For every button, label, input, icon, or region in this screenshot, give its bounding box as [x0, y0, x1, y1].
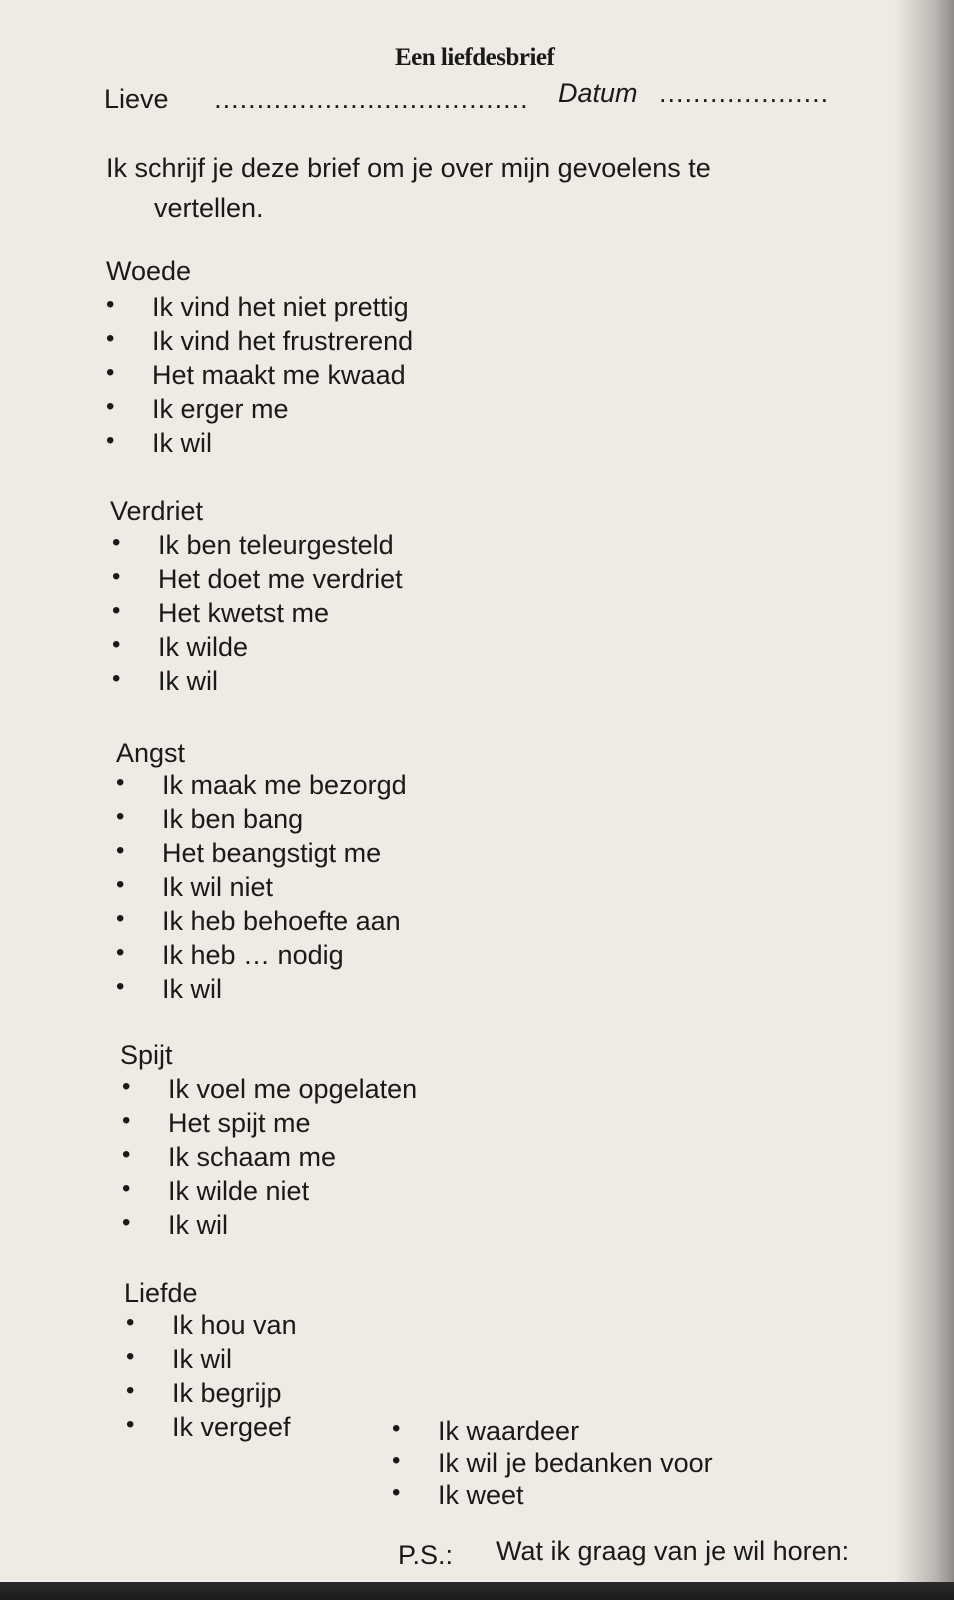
bullet-icon: •: [106, 427, 115, 454]
bullet-icon: •: [106, 393, 115, 420]
bullet-icon: •: [392, 1479, 401, 1506]
ps-text: Wat ik graag van je wil horen:: [496, 1536, 850, 1566]
bullet-icon: •: [112, 563, 121, 590]
bullet-icon: •: [116, 973, 125, 1000]
date-line: [558, 78, 829, 109]
bullet-icon: •: [122, 1073, 131, 1100]
bullet-icon: •: [122, 1107, 131, 1134]
bullet-icon: •: [116, 769, 125, 796]
bullet-icon: •: [112, 665, 121, 692]
bullet-icon: •: [106, 325, 115, 352]
bullet-icon: •: [112, 597, 121, 624]
bullet-icon: •: [116, 905, 125, 932]
section-title-spijt: Spijt: [120, 1040, 173, 1070]
greeting-label: Lieve: [104, 84, 169, 114]
bullet-icon: •: [126, 1411, 135, 1438]
page-edge-shadow: [894, 0, 954, 1600]
intro-line-1: Ik schrijf je deze brief om je over mijn gevoelens te: [106, 153, 711, 183]
bullet-icon: •: [122, 1209, 131, 1236]
bullet-icon: •: [122, 1141, 131, 1168]
section-title-liefde: Liefde: [124, 1278, 198, 1308]
bullet-icon: •: [116, 837, 125, 864]
section-title-verdriet: Verdriet: [110, 496, 204, 526]
bullet-icon: •: [126, 1377, 135, 1404]
page-title: Een liefdesbrief: [395, 44, 555, 71]
bottom-edge: [0, 1582, 954, 1600]
bullet-icon: •: [106, 359, 115, 386]
section-title-angst: Angst: [116, 738, 186, 768]
bullet-icon: •: [106, 291, 115, 318]
bullet-icon: •: [392, 1415, 401, 1442]
greeting-blank: .....................................: [214, 84, 529, 114]
bullet-icon: •: [122, 1175, 131, 1202]
intro-line-2: vertellen.: [154, 193, 264, 223]
date-label: Datum: [558, 78, 638, 108]
bullet-icon: •: [116, 871, 125, 898]
bullet-icon: •: [126, 1309, 135, 1336]
bullet-icon: •: [392, 1447, 401, 1474]
date-blank: ....................: [659, 78, 830, 108]
section-title-woede: Woede: [106, 256, 192, 286]
greeting-line: [104, 84, 529, 115]
intro-paragraph: [106, 148, 826, 228]
bullet-icon: •: [116, 803, 125, 830]
bullet-icon: •: [112, 631, 121, 658]
bullet-icon: •: [116, 939, 125, 966]
bullet-icon: •: [126, 1343, 135, 1370]
ps-label: P.S.:: [398, 1540, 454, 1570]
bullet-icon: •: [112, 529, 121, 556]
